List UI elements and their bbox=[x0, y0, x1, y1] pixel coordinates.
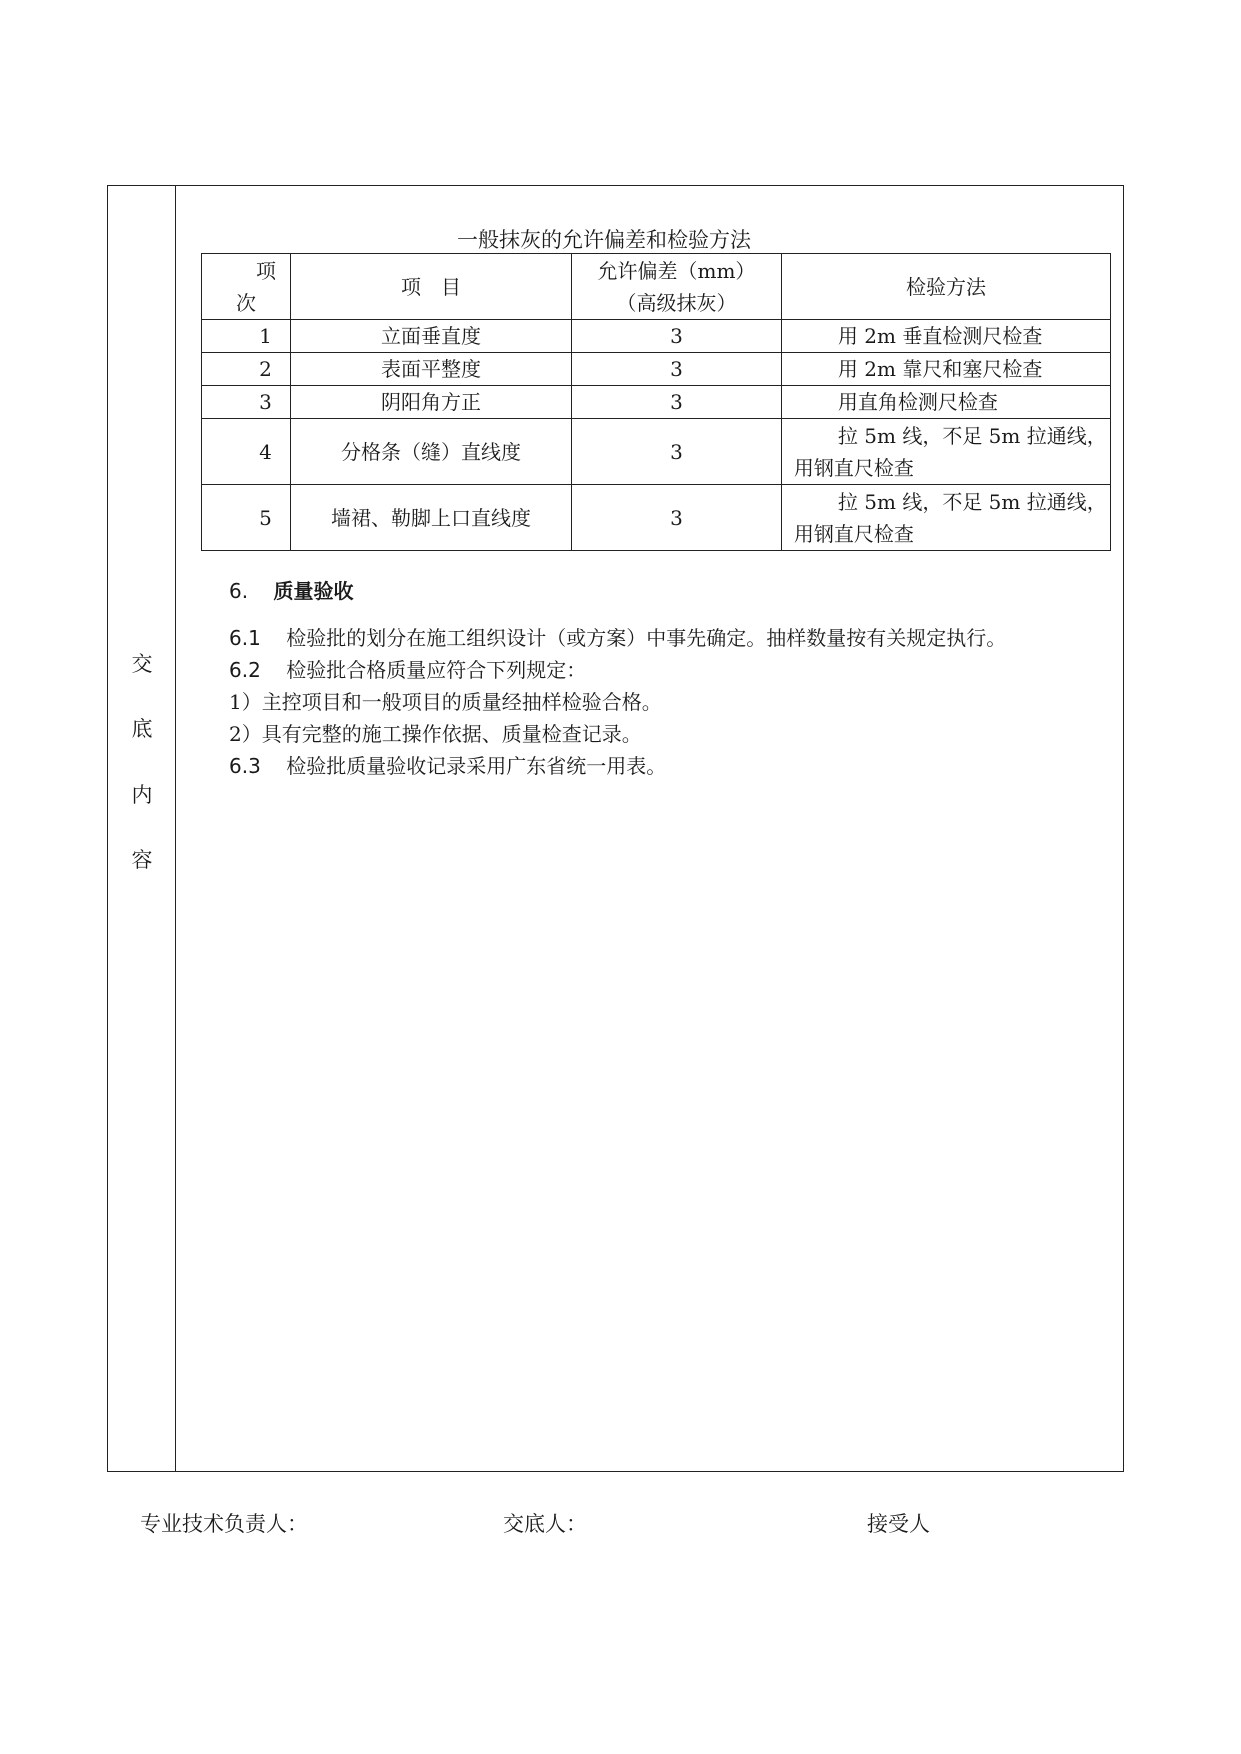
cell-no: 1 bbox=[202, 320, 291, 353]
table-row bbox=[202, 353, 1111, 386]
cell-item: 立面垂直度 bbox=[290, 320, 571, 353]
cell-no: 4 bbox=[202, 419, 291, 485]
clause-6-3: 6.3 检验批质量验收记录采用广东省统一用表。 bbox=[229, 754, 667, 778]
table-row bbox=[202, 485, 1111, 551]
cell-method: 拉 5m 线，不足 5m 拉通线， 用钢直尺检查 bbox=[781, 485, 1110, 551]
section-heading: 6. 质量验收 bbox=[229, 579, 354, 603]
footer-presenter: 交底人： bbox=[503, 1512, 587, 1536]
header-no: 项 次 bbox=[202, 254, 291, 320]
content-area bbox=[176, 186, 1123, 1471]
table-row bbox=[202, 320, 1111, 353]
cell-item: 墙裙、勒脚上口直线度 bbox=[290, 485, 571, 551]
cell-tolerance: 3 bbox=[572, 485, 782, 551]
clause-6-2-item-2: 2）具有完整的施工操作依据、质量检查记录。 bbox=[229, 722, 642, 746]
table-row bbox=[202, 386, 1111, 419]
disclosure-form bbox=[107, 185, 1124, 1472]
cell-item: 分格条（缝）直线度 bbox=[290, 419, 571, 485]
cell-tolerance: 3 bbox=[572, 419, 782, 485]
table-row bbox=[202, 419, 1111, 485]
side-label-char: 内 bbox=[131, 783, 153, 807]
cell-no: 2 bbox=[202, 353, 291, 386]
footer-tech-lead: 专业技术负责人： bbox=[140, 1512, 308, 1536]
cell-tolerance: 3 bbox=[572, 353, 782, 386]
cell-no: 3 bbox=[202, 386, 291, 419]
footer-receiver: 接受人 bbox=[867, 1512, 930, 1536]
side-label-char: 底 bbox=[131, 717, 153, 741]
table-title: 一般抹灰的允许偏差和检验方法 bbox=[457, 228, 751, 252]
cell-method: 拉 5m 线，不足 5m 拉通线， 用钢直尺检查 bbox=[781, 419, 1110, 485]
cell-no: 5 bbox=[202, 485, 291, 551]
clause-6-1: 6.1 检验批的划分在施工组织设计（或方案）中事先确定。抽样数量按有关规定执行。 bbox=[229, 626, 1007, 650]
header-item: 项 目 bbox=[290, 254, 571, 320]
cell-item: 阴阳角方正 bbox=[290, 386, 571, 419]
table-header-row bbox=[202, 254, 1111, 320]
header-method: 检验方法 bbox=[781, 254, 1110, 320]
cell-method: 用 2m 垂直检测尺检查 bbox=[781, 320, 1110, 353]
side-label-char: 交 bbox=[131, 652, 153, 676]
cell-tolerance: 3 bbox=[572, 320, 782, 353]
clause-6-2-item-1: 1）主控项目和一般项目的质量经抽样检验合格。 bbox=[229, 690, 662, 714]
side-label-column bbox=[108, 186, 176, 1471]
cell-tolerance: 3 bbox=[572, 386, 782, 419]
cell-method: 用直角检测尺检查 bbox=[781, 386, 1110, 419]
clause-6-2: 6.2 检验批合格质量应符合下列规定： bbox=[229, 658, 587, 682]
deviation-table bbox=[201, 253, 1111, 551]
side-label-char: 容 bbox=[131, 848, 153, 872]
cell-method: 用 2m 靠尺和塞尺检查 bbox=[781, 353, 1110, 386]
header-tolerance: 允许偏差（mm） （高级抹灰） bbox=[572, 254, 782, 320]
cell-item: 表面平整度 bbox=[290, 353, 571, 386]
